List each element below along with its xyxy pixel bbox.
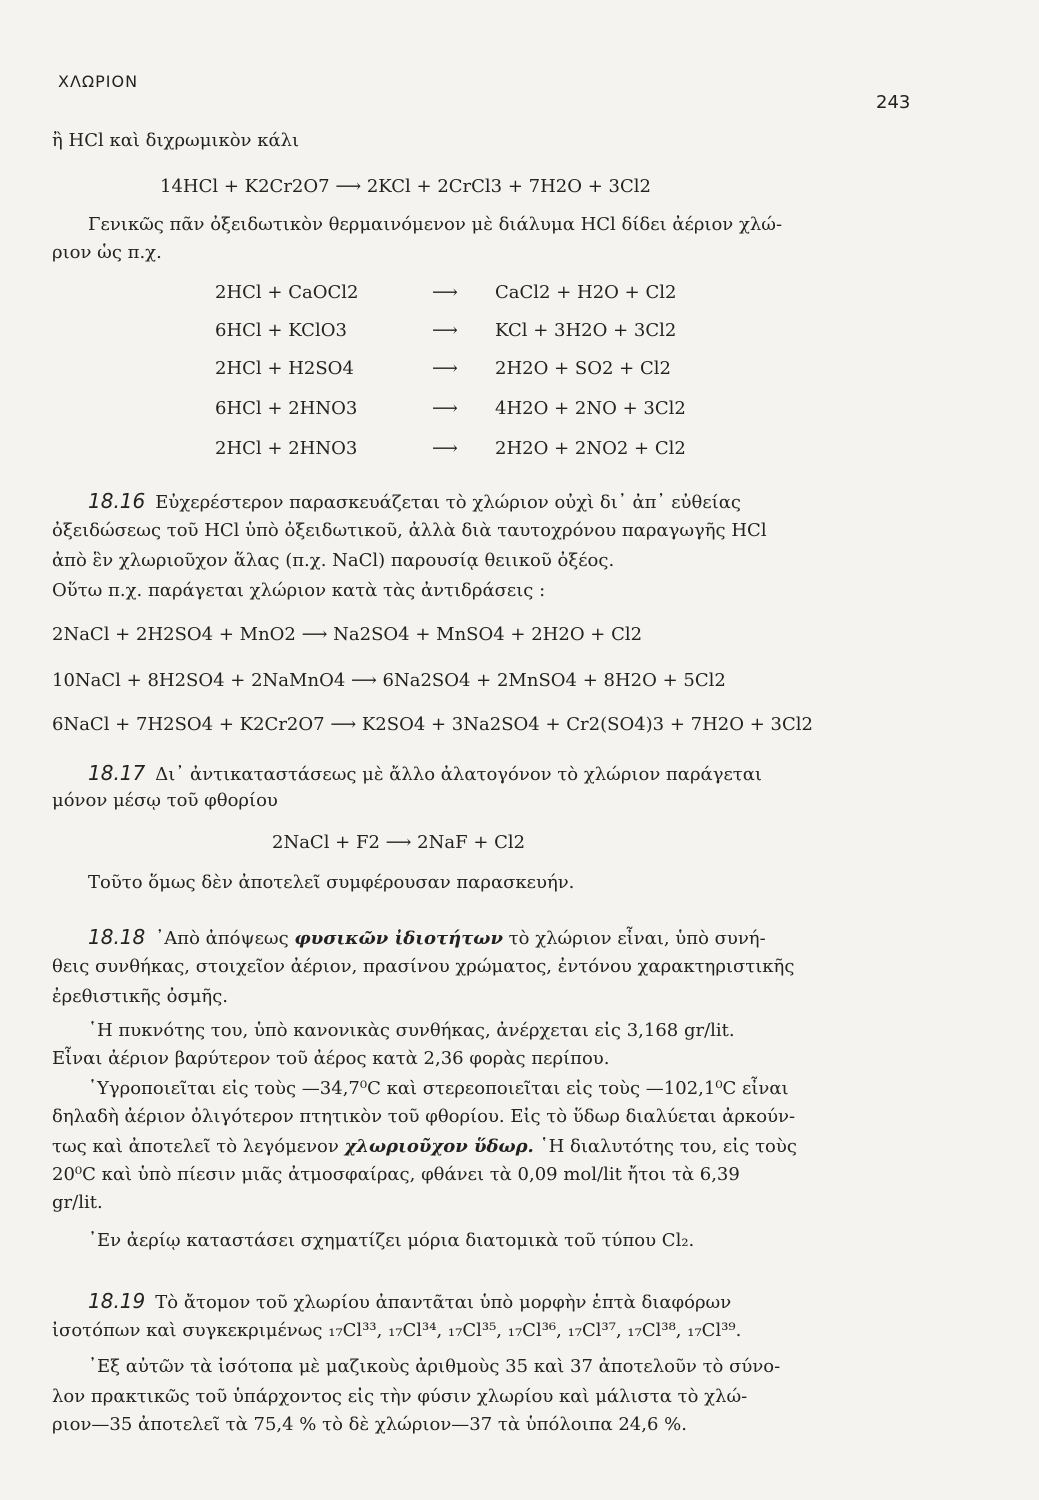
- paragraph-line: ᾿Εν ἀερίῳ καταστάσει σχηματίζει μόρια διατομικὰ τοῦ τύπου Cl₂.: [88, 1230, 695, 1251]
- paragraph-line: ἀπὸ ἓν χλωριοῦχον ἅλας (π.χ. NaCl) παρουσίᾳ θειικοῦ ὀξέος.: [52, 550, 615, 571]
- paragraph-line: λον πρακτικῶς τοῦ ὑπάρχοντος εἰς τὴν φύσιν χλωρίου καὶ μάλιστα τὸ χλώ-: [52, 1386, 748, 1407]
- section-number: 18.17: [88, 761, 146, 785]
- intro-line: ἢ HCl καὶ διχρωμικὸν κάλι: [52, 130, 300, 151]
- paragraph-line: [52, 1136, 912, 1158]
- paragraph-line: ῾Υγροποιεῖται εἰς τοὺς —34,7⁰C καὶ στερεοποιεῖται εἰς τοὺς —102,1⁰C εἶναι: [88, 1078, 789, 1099]
- paragraph-line: ἐρεθιστικῆς ὀσμῆς.: [52, 986, 229, 1007]
- paragraph-line: gr/lit.: [52, 1192, 103, 1213]
- equation-left: 2HCl + H2SO4: [215, 358, 354, 379]
- paragraph-line: ῾Η πυκνότης του, ὑπὸ κανονικὰς συνθήκας, ἀνέρχεται εἰς 3,168 gr/lit.: [88, 1020, 735, 1041]
- paragraph-line: θεις συνθήκας, στοιχεῖον ἀέριον, πρασίνου χρώματος, ἐντόνου χαρακτηριστικῆς: [52, 956, 795, 977]
- section-number: 18.16: [88, 489, 146, 513]
- equation-right: 2H2O + 2NO2 + Cl2: [495, 438, 686, 459]
- emphasis-text: χλωριοῦχον ὕδωρ.: [344, 1136, 534, 1157]
- equation-right: 4H2O + 2NO + 3Cl2: [495, 398, 686, 419]
- equation-nacl-mno2: 2NaCl + 2H2SO4 + MnO2 ⟶ Na2SO4 + MnSO4 + 2H2O + Cl2: [52, 624, 643, 645]
- equation-left: 6HCl + 2HNO3: [215, 398, 358, 419]
- paragraph-text: ᾿Απὸ ἀπόψεως: [155, 928, 289, 949]
- equation-left: 6HCl + KClO3: [215, 320, 347, 341]
- paragraph-text: ῾Η διαλυτότης του, εἰς τοὺς: [539, 1136, 797, 1157]
- equation-right: KCl + 3H2O + 3Cl2: [495, 320, 677, 341]
- paragraph-line: ὀξειδώσεως τοῦ HCl ὑπὸ ὀξειδωτικοῦ, ἀλλὰ διὰ ταυτοχρόνου παραγωγῆς HCl: [52, 520, 767, 541]
- reaction-arrow: ⟶: [432, 320, 458, 341]
- running-header: ΧΛΩΡΙΟΝ: [58, 72, 139, 91]
- reaction-arrow: ⟶: [432, 438, 458, 459]
- equation-right: CaCl2 + H2O + Cl2: [495, 282, 677, 303]
- paragraph-line: 20⁰C καὶ ὑπὸ πίεσιν μιᾶς ἀτμοσφαίρας, φθάνει τὰ 0,09 mol/lit ἤτοι τὰ 6,39: [52, 1164, 740, 1185]
- section-number: 18.19: [88, 1289, 146, 1313]
- paragraph-line: Οὕτω π.χ. παράγεται χλώριον κατὰ τὰς ἀντιδράσεις :: [52, 580, 546, 601]
- paragraph-text: Εὐχερέστερον παρασκευάζεται τὸ χλώριον οὐχὶ δι᾿ ἀπ᾿ εὐθείας: [155, 492, 741, 513]
- equation-left: 2HCl + 2HNO3: [215, 438, 358, 459]
- paragraph-line: ᾿Εξ αὐτῶν τὰ ἰσότοπα μὲ μαζικοὺς ἀριθμοὺς 35 καὶ 37 ἀποτελοῦν τὸ σύνο-: [88, 1356, 781, 1377]
- paragraph-line: ἰσοτόπων καὶ συγκεκριμένως ₁₇Cl³³, ₁₇Cl³⁴, ₁₇Cl³⁵, ₁₇Cl³⁶, ₁₇Cl³⁷, ₁₇Cl³⁸, ₁₇Cl³⁹.: [52, 1320, 742, 1341]
- paragraph-text: τὸ χλώριον εἶναι, ὑπὸ συνή-: [508, 928, 766, 949]
- section-18-17-first-line: [88, 762, 948, 786]
- equation-left: 2HCl + CaOCl2: [215, 282, 359, 303]
- paragraph-line: Γενικῶς πᾶν ὀξειδωτικὸν θερμαινόμενον μὲ διάλυμα HCl δίδει ἀέριον χλώ-: [88, 214, 783, 235]
- paragraph-line: μόνον μέσῳ τοῦ φθορίου: [52, 790, 278, 811]
- section-18-16-first-line: [88, 490, 948, 514]
- section-18-19-first-line: [88, 1290, 948, 1314]
- equation-nacl-namno4: 10NaCl + 8H2SO4 + 2NaMnO4 ⟶ 6Na2SO4 + 2MnSO4 + 8H2O + 5Cl2: [52, 670, 726, 691]
- paragraph-line: δηλαδὴ ἀέριον ὀλιγότερον πτητικὸν τοῦ φθορίου. Εἰς τὸ ὕδωρ διαλύεται ἀρκούν-: [52, 1106, 796, 1127]
- page-number: 243: [876, 92, 911, 113]
- reaction-arrow: ⟶: [432, 398, 458, 419]
- section-18-18-first-line: [88, 926, 948, 950]
- paragraph-line: ριον ὡς π.χ.: [52, 242, 162, 263]
- reaction-arrow: ⟶: [432, 282, 458, 303]
- equation-right: 2H2O + SO2 + Cl2: [495, 358, 671, 379]
- emphasis-text: φυσικῶν ἰδιοτήτων: [294, 928, 503, 949]
- equation-nacl-dichromate: 6NaCl + 7H2SO4 + K2Cr2O7 ⟶ K2SO4 + 3Na2SO4 + Cr2(SO4)3 + 7H2O + 3Cl2: [52, 714, 813, 735]
- paragraph-text: Δι᾿ ἀντικαταστάσεως μὲ ἄλλο ἀλατογόνον τὸ χλώριον παράγεται: [155, 764, 762, 785]
- paragraph-line: Τοῦτο ὅμως δὲν ἀποτελεῖ συμφέρουσαν παρασκευήν.: [88, 872, 575, 893]
- section-number: 18.18: [88, 925, 146, 949]
- paragraph-line: ριον—35 ἀποτελεῖ τὰ 75,4 % τὸ δὲ χλώριον—37 τὰ ὑπόλοιπα 24,6 %.: [52, 1414, 687, 1435]
- equation-fluorine: 2NaCl + F2 ⟶ 2NaF + Cl2: [272, 832, 526, 853]
- paragraph-text: Τὸ ἄτομον τοῦ χλωρίου ἀπαντᾶται ὑπὸ μορφὴν ἑπτὰ διαφόρων: [155, 1292, 732, 1313]
- reaction-arrow: ⟶: [432, 358, 458, 379]
- paragraph-line: Εἶναι ἀέριον βαρύτερον τοῦ ἀέρος κατὰ 2,36 φορὰς περίπου.: [52, 1048, 610, 1069]
- paragraph-text: τως καὶ ἀποτελεῖ τὸ λεγόμενον: [52, 1136, 339, 1157]
- equation-dichromate: 14HCl + K2Cr2O7 ⟶ 2KCl + 2CrCl3 + 7H2O + 3Cl2: [160, 176, 651, 197]
